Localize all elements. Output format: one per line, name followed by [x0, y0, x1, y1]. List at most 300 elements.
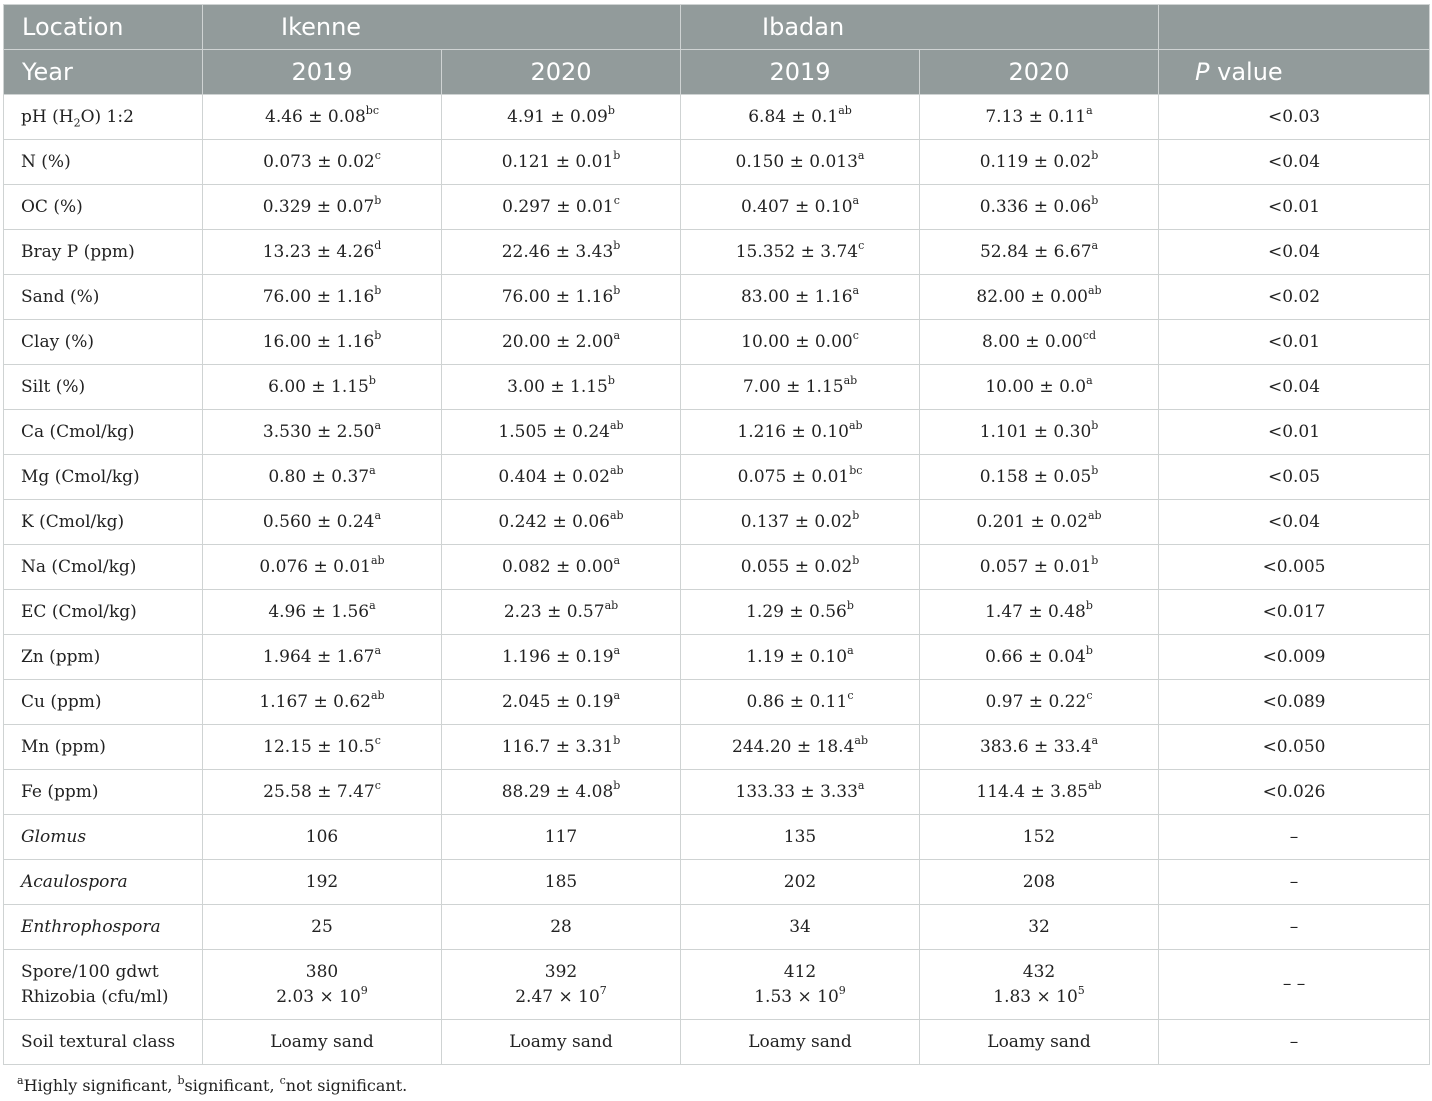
cell-value: 0.055 ± 0.02 [740, 557, 853, 577]
cell-value: 106 [305, 827, 339, 847]
row-label: OC (%) [4, 185, 203, 230]
significance-mark: a [1086, 374, 1093, 388]
row-label: Acaulospora [4, 860, 203, 905]
location-ikenne: Ikenne [203, 5, 681, 50]
value-cell [920, 140, 1159, 185]
cell-value: 10.00 ± 0.0 [985, 377, 1087, 397]
value-cell [681, 815, 920, 860]
significance-mark: a [852, 284, 860, 298]
significance-mark: b [1091, 194, 1099, 208]
value-cell [681, 410, 920, 455]
value-cell [203, 680, 442, 725]
footnote-mark-c: c [279, 1073, 286, 1087]
significance-mark: a [374, 644, 382, 658]
value-cell [681, 860, 920, 905]
significance-mark: ab [1088, 779, 1102, 793]
cell-value: 1.47 ± 0.48 [985, 602, 1086, 622]
value-cell: Loamy sand [920, 1020, 1159, 1065]
rhizobia-exponent: 9 [838, 983, 846, 997]
cell-value: 15.352 ± 3.74 [735, 242, 859, 262]
table-body [4, 95, 1430, 1065]
value-cell [920, 275, 1159, 320]
value-cell [203, 140, 442, 185]
cell-value: 0.407 ± 0.10 [740, 197, 853, 217]
cell-value: 0.66 ± 0.04 [985, 647, 1086, 667]
cell-value: 0.336 ± 0.06 [979, 197, 1092, 217]
p-value-cell: <0.026 [1159, 770, 1430, 815]
p-value-cell: <0.03 [1159, 95, 1430, 140]
header-row-year [4, 50, 1430, 95]
rhizobia-value: 1.53 × 10 [754, 986, 839, 1007]
significance-mark: ab [604, 599, 619, 613]
value-cell [681, 770, 920, 815]
p-value-cell: <0.01 [1159, 185, 1430, 230]
cell-value: 2.045 ± 0.19 [501, 692, 614, 712]
p-value-cell: <0.01 [1159, 410, 1430, 455]
table-row [4, 320, 1430, 365]
cell-value: 0.057 ± 0.01 [979, 557, 1092, 577]
row-label: Na (Cmol/kg) [4, 545, 203, 590]
value-cell [920, 680, 1159, 725]
rhizobia-value: 1.83 × 10 [993, 986, 1078, 1007]
significance-mark: a [369, 464, 376, 478]
value-cell [203, 365, 442, 410]
cell-value: 76.00 ± 1.16 [262, 287, 375, 307]
value-cell [920, 770, 1159, 815]
value-cell [920, 635, 1159, 680]
cell-value: 4.91 ± 0.09 [507, 107, 608, 127]
value-cell [920, 860, 1159, 905]
significance-mark: b [607, 374, 615, 388]
rhizobia-exponent: 9 [360, 983, 368, 997]
cell-value: 192 [305, 872, 339, 892]
row-label: K (Cmol/kg) [4, 500, 203, 545]
value-cell [442, 590, 681, 635]
row-label: Silt (%) [4, 365, 203, 410]
value-cell [442, 725, 681, 770]
value-cell [442, 545, 681, 590]
value-cell [681, 905, 920, 950]
cell-value: 1.216 ± 0.10 [737, 422, 849, 442]
value-cell [920, 185, 1159, 230]
significance-mark: c [374, 779, 381, 793]
cell-value: 83.00 ± 1.16 [740, 287, 853, 307]
cell-value: 0.121 ± 0.01 [501, 152, 614, 172]
p-value-cell: <0.01 [1159, 320, 1430, 365]
significance-mark: cd [1082, 329, 1096, 343]
significance-mark: a [369, 599, 376, 613]
significance-mark: c [374, 734, 381, 748]
cell-value: 4.96 ± 1.56 [268, 602, 370, 622]
cell-value: 0.86 ± 0.11 [746, 692, 848, 712]
cell-value: 0.075 ± 0.01 [737, 467, 850, 487]
value-cell: Loamy sand [681, 1020, 920, 1065]
table-row [4, 275, 1430, 320]
value-cell [681, 140, 920, 185]
value-cell [203, 410, 442, 455]
cell-value: 1.19 ± 0.10 [746, 647, 848, 667]
row-label: Glomus [4, 815, 203, 860]
cell-value: 244.20 ± 18.4 [732, 737, 855, 757]
cell-value: 52.84 ± 6.67 [979, 242, 1092, 262]
cell-value: 1.101 ± 0.30 [979, 422, 1092, 442]
significance-mark: a [857, 149, 865, 163]
significance-mark: b [1085, 599, 1093, 613]
cell-value: 116.7 ± 3.31 [501, 737, 614, 757]
cell-value: 0.297 ± 0.01 [502, 197, 614, 217]
row-label: N (%) [4, 140, 203, 185]
p-value-cell: <0.050 [1159, 725, 1430, 770]
value-cell [203, 320, 442, 365]
value-cell [442, 275, 681, 320]
value-cell [442, 410, 681, 455]
p-value-cell: <0.02 [1159, 275, 1430, 320]
header-row-location [4, 5, 1430, 50]
value-cell [203, 905, 442, 950]
row-label: EC (Cmol/kg) [4, 590, 203, 635]
value-cell [203, 590, 442, 635]
table-row-spore-rhizobia [4, 950, 1430, 1020]
p-value-cell: <0.005 [1159, 545, 1430, 590]
cell-value: 0.082 ± 0.00 [501, 557, 614, 577]
cell-value: 7.13 ± 0.11 [985, 107, 1087, 127]
value-cell [203, 185, 442, 230]
value-cell [681, 275, 920, 320]
cell-value: 117 [544, 827, 578, 847]
value-cell [681, 725, 920, 770]
table-row [4, 770, 1430, 815]
significance-mark: b [374, 284, 382, 298]
value-cell [920, 950, 1159, 1020]
value-cell [681, 365, 920, 410]
value-cell [920, 320, 1159, 365]
value-cell [442, 635, 681, 680]
table-row-texture [4, 1020, 1430, 1065]
value-cell [920, 455, 1159, 500]
cell-value: 4.46 ± 0.08 [265, 107, 366, 127]
year-ikenne-2019: 2019 [203, 50, 442, 95]
significance-mark: a [613, 644, 621, 658]
table-header [4, 5, 1430, 95]
cell-value: 6.84 ± 0.1 [748, 107, 839, 127]
significance-mark: b [846, 599, 854, 613]
year-ibadan-2019: 2019 [681, 50, 920, 95]
cell-value: 10.00 ± 0.00 [741, 332, 853, 352]
value-cell [442, 770, 681, 815]
value-cell [681, 680, 920, 725]
cell-value: 32 [1028, 917, 1050, 937]
cell-value: 20.00 ± 2.00 [501, 332, 614, 352]
value-cell [203, 275, 442, 320]
significance-mark: b [613, 734, 621, 748]
value-cell [920, 545, 1159, 590]
p-value-cell: <0.017 [1159, 590, 1430, 635]
p-value-cell: <0.04 [1159, 230, 1430, 275]
row-label: Enthrophospora [4, 905, 203, 950]
cell-value: 2.23 ± 0.57 [503, 602, 605, 622]
cell-value: 133.33 ± 3.33 [735, 782, 858, 802]
spore-label: Spore/100 gdwt [21, 961, 159, 982]
cell-value: 34 [789, 917, 811, 937]
value-cell [442, 455, 681, 500]
table-row [4, 545, 1430, 590]
significance-mark: b [1091, 554, 1099, 568]
significance-mark: b [613, 239, 621, 253]
value-cell [681, 500, 920, 545]
spore-value: 412 [783, 961, 817, 982]
significance-mark: ab [370, 554, 385, 568]
footnote-mark-b: b [177, 1073, 185, 1087]
rhizobia-exponent: 5 [1077, 983, 1085, 997]
value-cell [920, 905, 1159, 950]
cell-value: 25 [311, 917, 333, 937]
location-ibadan: Ibadan [681, 5, 1159, 50]
cell-value: 3.530 ± 2.50 [262, 422, 375, 442]
cell-value: 202 [783, 872, 817, 892]
footnote-mark-a: a [17, 1073, 24, 1087]
value-cell [681, 590, 920, 635]
p-value-header [1159, 50, 1430, 95]
significance-mark: ab [854, 734, 869, 748]
cell-value: 0.076 ± 0.01 [259, 557, 371, 577]
value-cell [203, 635, 442, 680]
significance-mark: c [852, 329, 859, 343]
value-cell: Loamy sand [442, 1020, 681, 1065]
value-cell [442, 815, 681, 860]
value-cell [442, 860, 681, 905]
cell-value: 0.329 ± 0.07 [262, 197, 375, 217]
significance-mark: b [1091, 464, 1099, 478]
row-label-pre: pH (H [21, 107, 74, 127]
cell-value: 1.196 ± 0.19 [501, 647, 614, 667]
cell-value: 0.242 ± 0.06 [498, 512, 610, 532]
cell-value: 0.97 ± 0.22 [985, 692, 1087, 712]
value-cell [920, 500, 1159, 545]
significance-mark: ab [849, 419, 863, 433]
location-label: Location [4, 5, 203, 50]
value-cell [203, 950, 442, 1020]
row-label-post: O) 1:2 [80, 107, 134, 127]
value-cell [442, 365, 681, 410]
footnote-text-b: significant, [184, 1076, 280, 1095]
year-ikenne-2020: 2020 [442, 50, 681, 95]
table-row [4, 635, 1430, 680]
cell-value: 0.137 ± 0.02 [740, 512, 853, 532]
p-value-cell: <0.04 [1159, 500, 1430, 545]
cell-value: 25.58 ± 7.47 [263, 782, 375, 802]
p-value-cell: <0.089 [1159, 680, 1430, 725]
cell-value: 13.23 ± 4.26 [262, 242, 375, 262]
significance-mark: a [374, 419, 382, 433]
row-label: Sand (%) [4, 275, 203, 320]
value-cell [442, 500, 681, 545]
value-cell [203, 860, 442, 905]
significance-mark: a [857, 779, 865, 793]
rhizobia-label: Rhizobia (cfu/ml) [21, 986, 169, 1007]
significance-mark: a [1091, 239, 1099, 253]
value-cell [442, 320, 681, 365]
significance-mark: b [607, 104, 615, 118]
rhizobia-value: 2.47 × 10 [515, 986, 600, 1007]
table-footnote [17, 1073, 408, 1095]
significance-mark: ab [370, 689, 385, 703]
row-label: Mg (Cmol/kg) [4, 455, 203, 500]
significance-mark: a [1086, 104, 1093, 118]
significance-mark: ab [838, 104, 852, 118]
p-value-cell: <0.04 [1159, 140, 1430, 185]
value-cell [203, 815, 442, 860]
cell-value: 76.00 ± 1.16 [501, 287, 614, 307]
p-value-cell: – – [1159, 950, 1430, 1020]
p-value-cell: – [1159, 815, 1430, 860]
significance-mark: b [374, 329, 382, 343]
spore-value: 380 [305, 961, 339, 982]
header-empty-cell [1159, 5, 1430, 50]
significance-mark: a [613, 329, 621, 343]
significance-mark: bc [849, 464, 863, 478]
significance-mark: ab [609, 419, 624, 433]
p-value-cell: – [1159, 1020, 1430, 1065]
significance-mark: c [374, 149, 381, 163]
significance-mark: a [847, 644, 854, 658]
value-cell [203, 500, 442, 545]
row-label-subscript: 2 [73, 116, 81, 130]
cell-value: 3.00 ± 1.15 [507, 377, 608, 397]
significance-mark: c [613, 194, 620, 208]
cell-value: 0.158 ± 0.05 [979, 467, 1092, 487]
cell-value: 0.80 ± 0.37 [268, 467, 370, 487]
p-value-cell: – [1159, 860, 1430, 905]
significance-mark: a [852, 194, 860, 208]
value-cell [203, 95, 442, 140]
value-cell [442, 140, 681, 185]
cell-value: 152 [1022, 827, 1056, 847]
value-cell [681, 635, 920, 680]
value-cell [203, 455, 442, 500]
row-label: Cu (ppm) [4, 680, 203, 725]
significance-mark: b [1091, 149, 1099, 163]
value-cell [681, 455, 920, 500]
significance-mark: ab [843, 374, 858, 388]
year-ibadan-2020: 2020 [920, 50, 1159, 95]
p-value-word: value [1209, 58, 1283, 86]
rhizobia-value: 2.03 × 10 [276, 986, 361, 1007]
value-cell [203, 725, 442, 770]
value-cell [442, 950, 681, 1020]
row-label: Bray P (ppm) [4, 230, 203, 275]
row-label: Zn (ppm) [4, 635, 203, 680]
row-label [4, 95, 203, 140]
significance-mark: c [847, 689, 854, 703]
row-label: Soil textural class [4, 1020, 203, 1065]
table-row [4, 230, 1430, 275]
significance-mark: b [1091, 419, 1099, 433]
significance-mark: b [613, 149, 621, 163]
table-row [4, 140, 1430, 185]
significance-mark: b [613, 779, 621, 793]
value-cell [442, 185, 681, 230]
table-row [4, 185, 1430, 230]
cell-value: 0.560 ± 0.24 [262, 512, 375, 532]
significance-mark: b [852, 509, 860, 523]
significance-mark: d [374, 239, 382, 253]
rhizobia-exponent: 7 [599, 983, 607, 997]
cell-value: 1.505 ± 0.24 [498, 422, 610, 442]
p-value-cell: <0.05 [1159, 455, 1430, 500]
cell-value: 135 [783, 827, 817, 847]
value-cell [920, 410, 1159, 455]
value-cell [681, 950, 920, 1020]
table-row [4, 725, 1430, 770]
significance-mark: b [852, 554, 860, 568]
cell-value: 1.167 ± 0.62 [259, 692, 371, 712]
p-value-cell: <0.04 [1159, 365, 1430, 410]
spore-value: 392 [544, 961, 578, 982]
value-cell [920, 230, 1159, 275]
value-cell [920, 365, 1159, 410]
significance-mark: c [858, 239, 865, 253]
value-cell [442, 905, 681, 950]
cell-value: 8.00 ± 0.00 [982, 332, 1083, 352]
table-row [4, 680, 1430, 725]
cell-value: 88.29 ± 4.08 [501, 782, 614, 802]
value-cell [442, 680, 681, 725]
row-label [4, 950, 203, 1020]
significance-mark: b [368, 374, 376, 388]
p-value-cell: <0.009 [1159, 635, 1430, 680]
significance-mark: a [613, 689, 621, 703]
value-cell [681, 545, 920, 590]
table-row [4, 410, 1430, 455]
table-row [4, 590, 1430, 635]
table-row [4, 365, 1430, 410]
value-cell [442, 230, 681, 275]
value-cell [920, 95, 1159, 140]
row-label: Clay (%) [4, 320, 203, 365]
value-cell [920, 815, 1159, 860]
significance-mark: b [374, 194, 382, 208]
table-row [4, 95, 1430, 140]
cell-value: 28 [550, 917, 572, 937]
soil-properties-table [3, 4, 1430, 1065]
cell-value: 6.00 ± 1.15 [268, 377, 369, 397]
cell-value: 16.00 ± 1.16 [262, 332, 375, 352]
table-row [4, 455, 1430, 500]
value-cell [681, 230, 920, 275]
significance-mark: a [1091, 734, 1099, 748]
value-cell [203, 545, 442, 590]
value-cell [203, 230, 442, 275]
cell-value: 0.119 ± 0.02 [979, 152, 1092, 172]
value-cell [920, 725, 1159, 770]
cell-value: 82.00 ± 0.00 [976, 287, 1088, 307]
spore-value: 432 [1022, 961, 1056, 982]
value-cell [920, 590, 1159, 635]
cell-value: 0.404 ± 0.02 [498, 467, 610, 487]
cell-value: 185 [544, 872, 578, 892]
significance-mark: bc [365, 104, 379, 118]
footnote-text-c: not significant. [285, 1076, 408, 1095]
value-cell [681, 185, 920, 230]
value-cell [203, 770, 442, 815]
value-cell: Loamy sand [203, 1020, 442, 1065]
table-row [4, 815, 1430, 860]
p-italic: P [1195, 58, 1210, 86]
cell-value: 0.073 ± 0.02 [263, 152, 375, 172]
cell-value: 12.15 ± 10.5 [263, 737, 375, 757]
cell-value: 0.201 ± 0.02 [976, 512, 1088, 532]
value-cell [681, 320, 920, 365]
